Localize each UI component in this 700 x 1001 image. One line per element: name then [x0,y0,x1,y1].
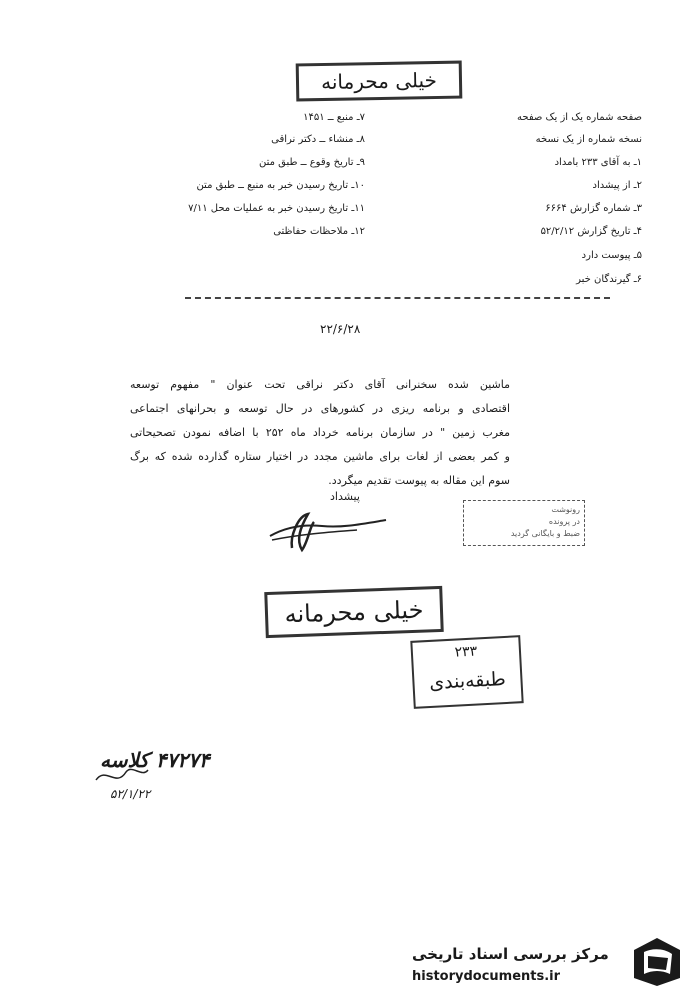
archive-url: historydocuments.ir [412,969,561,984]
handwritten-date: ۵۲/۱/۲۲ [110,787,151,801]
routing-stamp-box: رونوشت در پرونده ضبط و بایگانی گردید [463,500,585,546]
body-line-3: مغرب زمین " در سازمان برنامه خرداد ماه ۲۵۲ با اضافه نمودن تصحیحاتی [130,426,510,439]
meta-source-received-date: ۱۰ـ تاریخ رسیدن خبر به منبع ــ طبق متن [196,180,365,191]
meta-page-number: صفحه شماره یک از یک صفحه [517,112,642,123]
meta-copy-number: نسخه شماره از یک نسخه [535,134,642,145]
divider-line [185,297,610,299]
signature-scribble [262,506,392,556]
classification-stamp-middle: خیلی محرمانه [264,586,443,638]
file-stamp-box [410,635,523,709]
file-stamp-word: طبقه‌بندی [428,668,507,694]
meta-report-number: ۳ـ شماره گزارش ۶۶۶۴ [545,203,642,214]
archive-name: مرکز بررسی اسناد تاریخی [412,945,609,963]
body-line-5: سوم این مقاله به پیوست تقدیم میگردد. [328,474,510,487]
meta-to: ۱ـ به آقای ۲۳۳ بامداد [554,157,642,168]
file-stamp-number: ۲۳۳ [454,643,478,661]
meta-security-notes: ۱۲ـ ملاحظات حفاظتی [273,226,365,237]
archive-logo-icon [630,934,684,990]
meta-origin: ۸ـ منشاء ــ دکتر نراقی [271,134,365,145]
handwritten-class-number: ۴۷۲۷۴ کلاسه [100,748,210,772]
meta-attachment: ۵ـ پیوست دارد [581,250,642,261]
meta-from: ۲ـ از پیشداد [592,180,642,191]
body-line-1: ماشین شده سخنرانی آقای دکتر نراقی تحت عنوان " مفهوم توسعه [130,378,510,391]
meta-event-date: ۹ـ تاریخ وقوع ــ طبق متن [259,157,365,168]
meta-report-date: ۴ـ تاریخ گزارش ۵۲/۲/۱۲ [540,226,642,237]
meta-operation-received-date: ۱۱ـ تاریخ رسیدن خبر به عملیات محل ۷/۱۱ [188,203,365,214]
body-line-2: اقتصادی و برنامه ریزی در کشورهای در حال توسعه و بحرانهای اجتماعی [130,402,510,415]
document-date: ۲۲/۶/۲۸ [320,322,361,336]
proposer-label: پیشداد [330,490,360,503]
handwritten-scribble [92,760,152,790]
meta-recipients: ۶ـ گیرندگان خبر [576,274,642,285]
meta-source: ۷ـ منبع ــ ۱۴۵۱ [303,112,365,123]
classification-stamp-top: خیلی محرمانه [296,61,463,102]
body-line-4: و کمر بعضی از لغات برای ماشین مجدد در اختیار ستاره گذارده شده که برگ [130,450,510,463]
